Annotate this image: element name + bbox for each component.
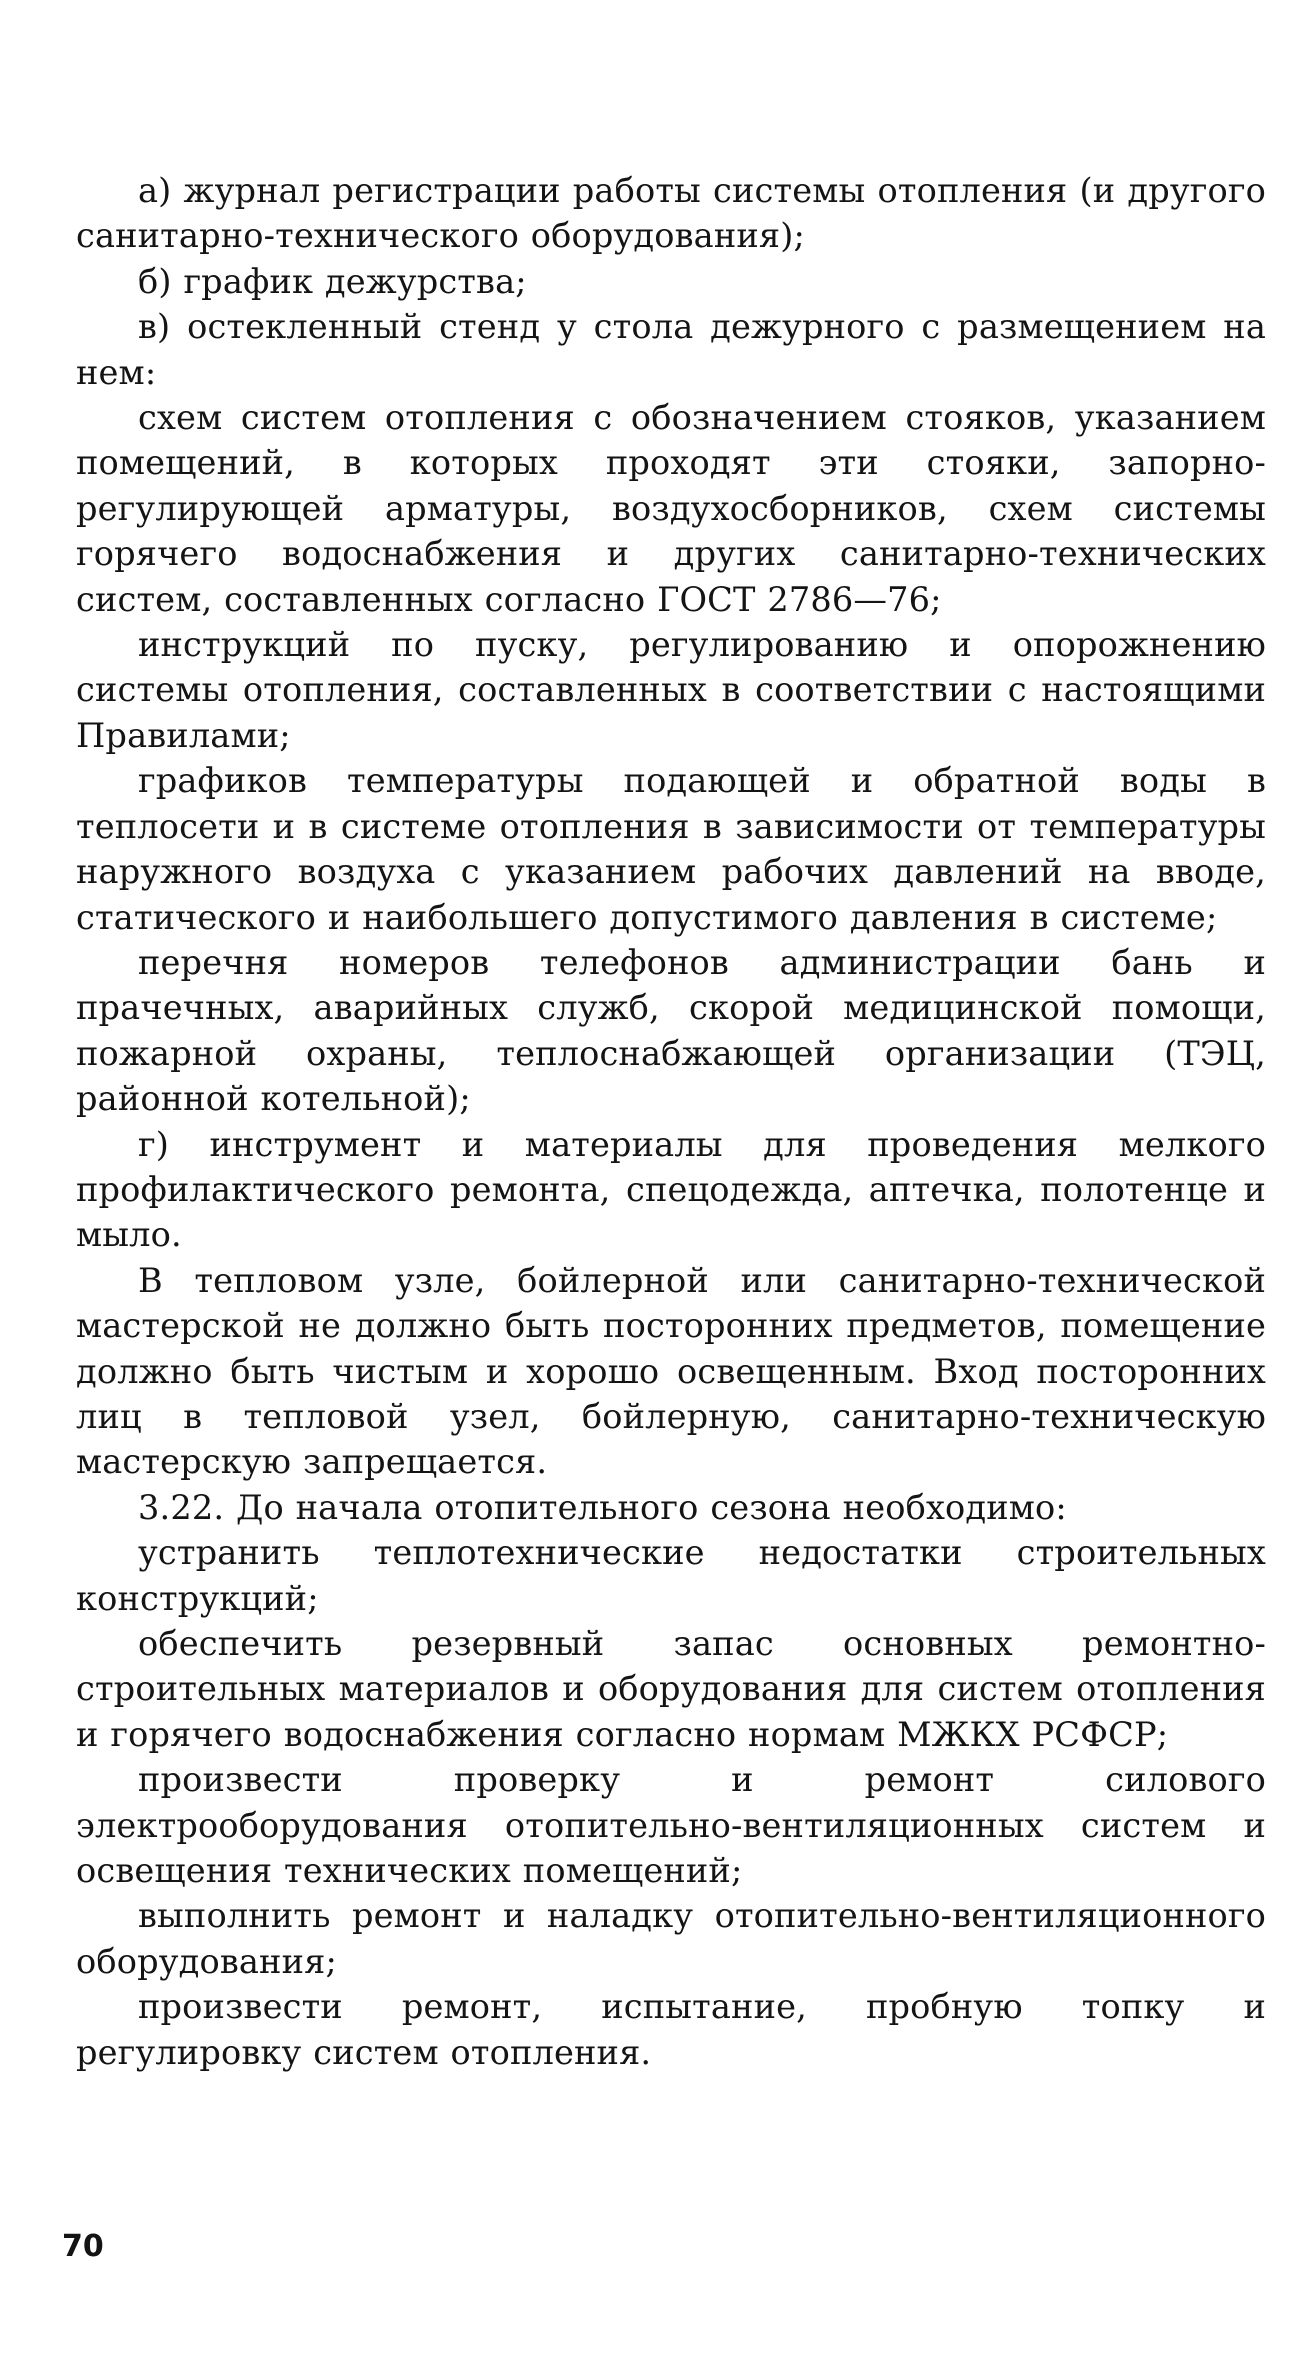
page-body [76, 168, 1266, 2075]
paragraph-item-b: б) график дежурства; [138, 261, 527, 301]
paragraph-heating-test: произвести ремонт, испытание, пробную топку и регулировку систем отопления. [76, 1987, 1266, 2072]
paragraph-electrical-check: произвести проверку и ремонт силового электрооборудования отопительно-вентиляционных систем и освещения технических помещений; [76, 1760, 1266, 1891]
paragraph-section-3-22: 3.22. До начала отопительного сезона необходимо: [138, 1487, 1067, 1527]
paragraph-schemes: схем систем отопления с обозначением стояков, указанием помещений, в которых проходят эти стояки, запорно-регулирующей арматуры, воздухосборников, схем системы горячего водоснабжения и других санитарно-технических систем, составленных согласно ГОСТ 2786—76; [76, 398, 1266, 619]
paragraph-phone-list: перечня номеров телефонов администрации бань и прачечных, аварийных служб, скорой медицинской помощи, пожарной охраны, теплоснабжающей организации (ТЭЦ, районной котельной); [76, 942, 1266, 1119]
paragraph-ventilation-repair: выполнить ремонт и наладку отопительно-вентиляционного оборудования; [76, 1896, 1266, 1981]
paragraph-reserve-stock: обеспечить резервный запас основных ремонтно-строительных материалов и оборудования для систем отопления и горячего водоснабжения согласно нормам МЖКХ РСФСР; [76, 1624, 1266, 1754]
paragraph-item-g: г) инструмент и материалы для проведения мелкого профилактического ремонта, спецодежда, аптечка, полотенце и мыло. [76, 1124, 1266, 1255]
paragraph-heat-unit: В тепловом узле, бойлерной или санитарно-технической мастерской не должно быть посторонних предметов, помещение должно быть чистым и хорошо освещенным. Вход посторонних лиц в тепловой узел, бойлерную, санитарно-техническую мастерскую запрещается. [76, 1260, 1266, 1482]
paragraph-item-v: в) остекленный стенд у стола дежурного с размещением на нем: [76, 307, 1266, 392]
paragraph-item-a: а) журнал регистрации работы системы отопления (и другого санитарно-технического оборудования); [76, 171, 1266, 256]
paragraph-eliminate-defects: устранить теплотехнические недостатки строительных конструкций; [76, 1533, 1266, 1618]
paragraph-instructions: инструкций по пуску, регулированию и опорожнению системы отопления, составленных в соответствии с настоящими Правилами; [76, 625, 1266, 755]
page-number: 70 [62, 2229, 104, 2264]
paragraph-temperature-charts: графиков температуры подающей и обратной воды в теплосети и в системе отопления в зависимости от температуры наружного воздуха с указанием рабочих давлений на вводе, статического и наибольшего допустимого давления в системе; [76, 761, 1266, 937]
body-text [76, 168, 1266, 2075]
